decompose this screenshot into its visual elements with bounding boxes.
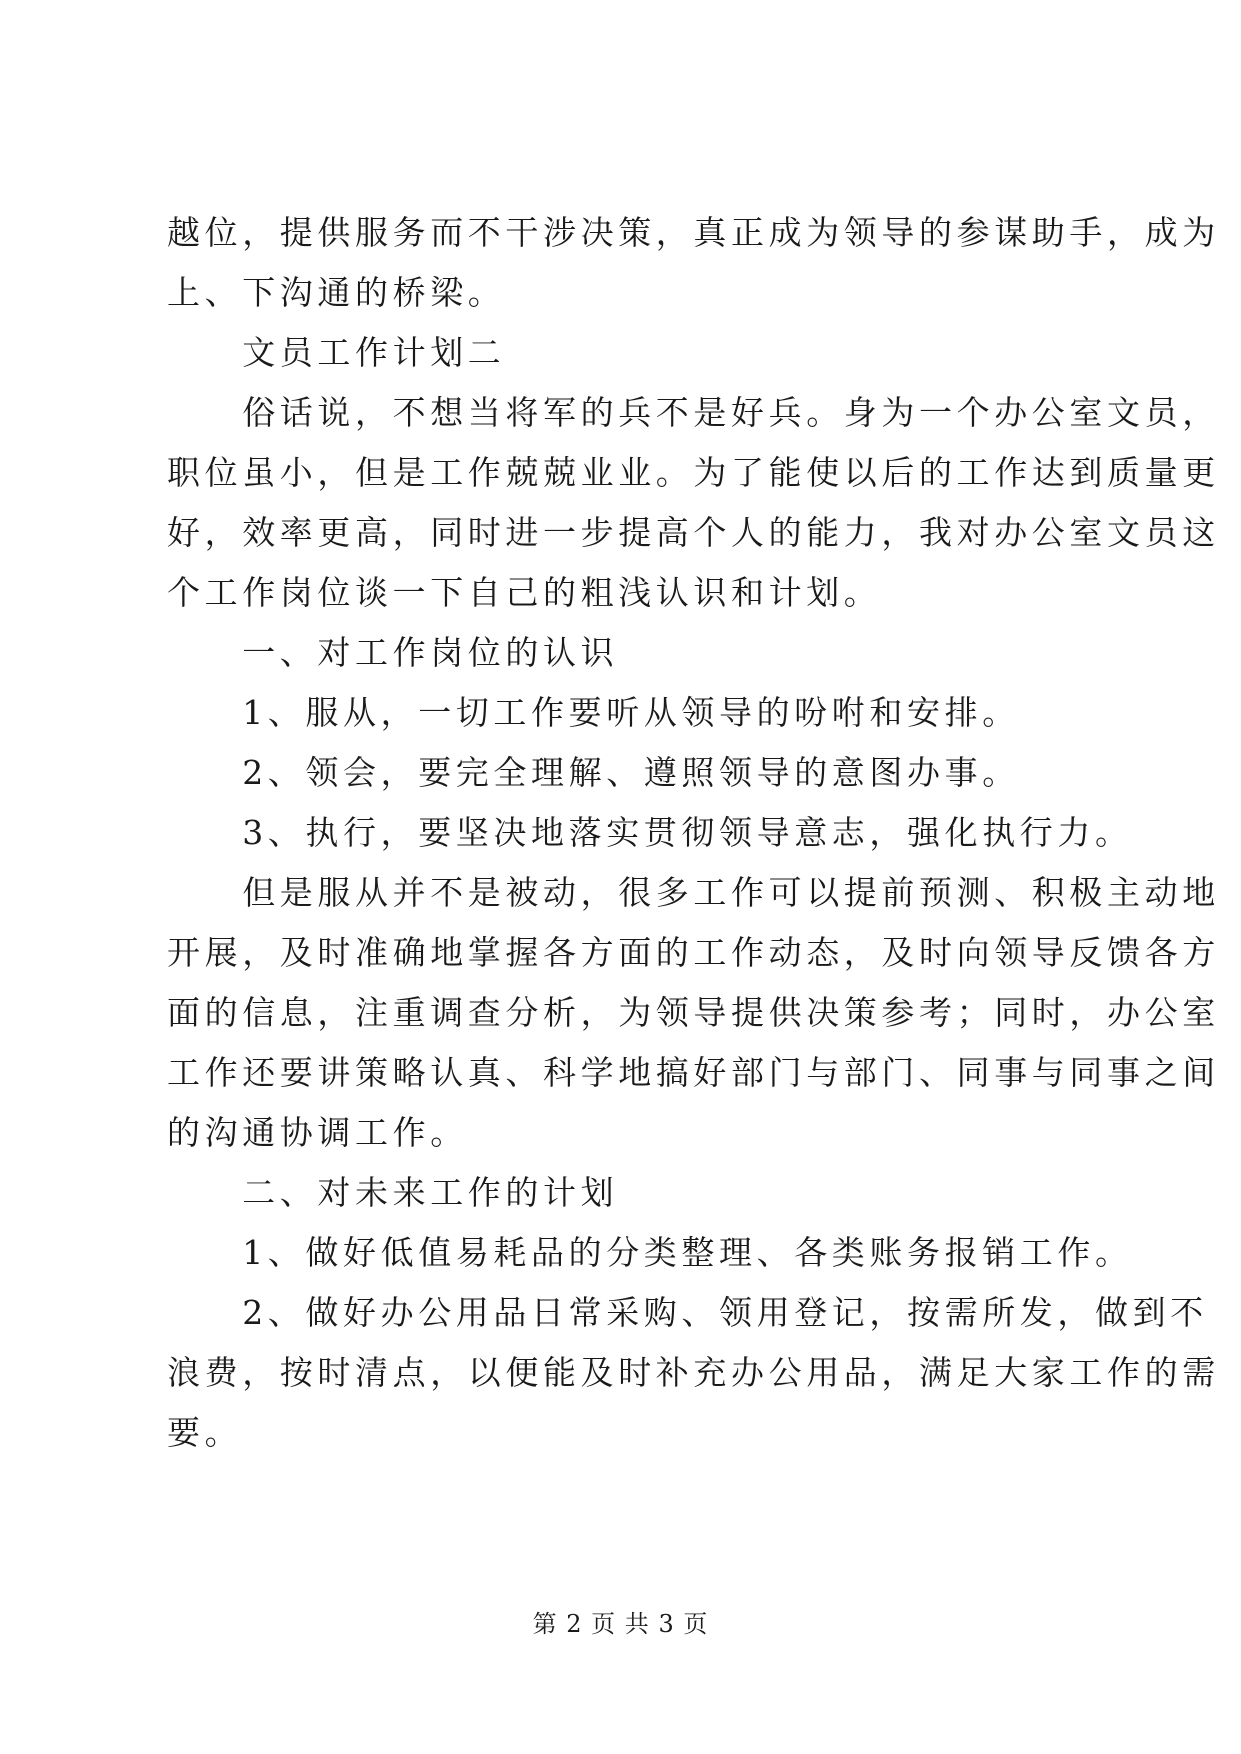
list-item: 3、执行，要坚决地落实贯彻领导意志，强化执行力。 — [167, 813, 1133, 852]
text-line: 开展，及时准确地掌握各方面的工作动态，及时向领导反馈各方 — [167, 933, 1220, 972]
list-item: 2、领会，要完全理解、遵照领导的意图办事。 — [167, 753, 1020, 792]
section-heading: 二、对未来工作的计划 — [167, 1173, 619, 1212]
text-line: 越位，提供服务而不干涉决策，真正成为领导的参谋助手，成为 — [167, 213, 1220, 252]
section-heading: 文员工作计划二 — [167, 333, 506, 372]
text-line: 俗话说，不想当将军的兵不是好兵。身为一个办公室文员， — [167, 393, 1220, 432]
text-line: 好，效率更高，同时进一步提高个人的能力，我对办公室文员这 — [167, 513, 1220, 552]
text-line: 工作还要讲策略认真、科学地搞好部门与部门、同事与同事之间 — [167, 1053, 1220, 1092]
list-item: 1、做好低值易耗品的分类整理、各类账务报销工作。 — [167, 1233, 1133, 1272]
text-line: 要。 — [167, 1413, 243, 1452]
list-item: 1、服从，一切工作要听从领导的吩咐和安排。 — [167, 693, 1020, 732]
list-item: 2、做好办公用品日常采购、领用登记，按需所发，做到不 — [167, 1293, 1208, 1332]
text-line: 的沟通协调工作。 — [167, 1113, 468, 1152]
text-line: 职位虽小，但是工作兢兢业业。为了能使以后的工作达到质量更 — [167, 453, 1220, 492]
text-line: 上、下沟通的桥梁。 — [167, 273, 506, 312]
text-line: 浪费，按时清点，以便能及时补充办公用品，满足大家工作的需 — [167, 1353, 1220, 1392]
text-line: 面的信息，注重调查分析，为领导提供决策参考；同时，办公室 — [167, 993, 1220, 1032]
section-heading: 一、对工作岗位的认识 — [167, 633, 619, 672]
page-number: 第 2 页 共 3 页 — [532, 1610, 709, 1638]
text-line: 但是服从并不是被动，很多工作可以提前预测、积极主动地 — [167, 873, 1220, 912]
text-line: 个工作岗位谈一下自己的粗浅认识和计划。 — [167, 573, 882, 612]
